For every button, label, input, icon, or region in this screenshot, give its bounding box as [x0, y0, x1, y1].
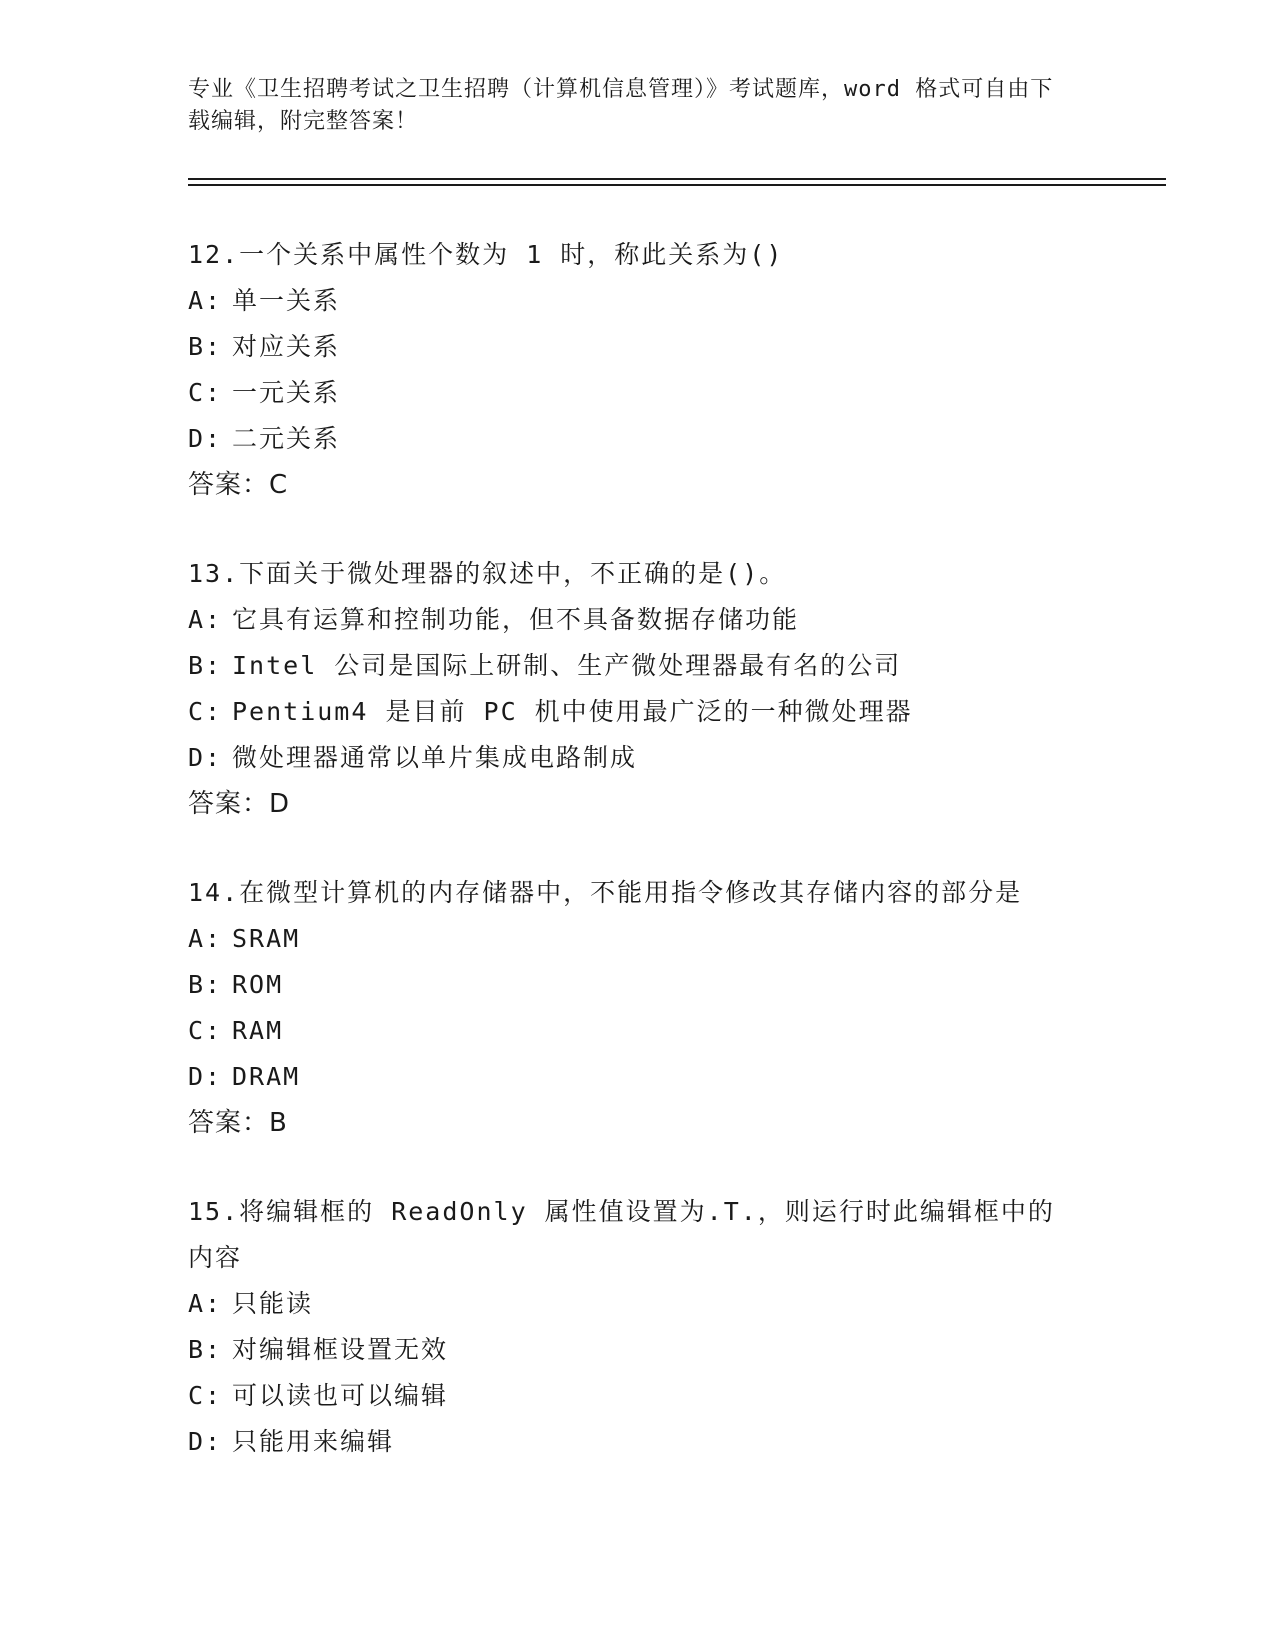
header-rule-bottom: [188, 184, 1166, 186]
option-letter: C:: [188, 378, 223, 407]
option-letter: A:: [188, 286, 223, 315]
option-d: [188, 1054, 1088, 1100]
option-text: RAM: [232, 1016, 284, 1045]
option-text: 单一关系: [232, 286, 341, 315]
question-stem: 13.下面关于微处理器的叙述中，不正确的是()。: [188, 559, 787, 588]
option-c: [188, 1008, 1088, 1054]
option-b: [188, 1327, 1068, 1373]
option-b: [188, 324, 1088, 370]
option-text: 它具有运算和控制功能，但不具备数据存储功能: [232, 605, 800, 634]
option-letter: B:: [188, 970, 223, 999]
option-letter: B:: [188, 651, 223, 680]
question-13: [188, 551, 1088, 827]
document-header: 专业《卫生招聘考试之卫生招聘（计算机信息管理）》考试题库，word 格式可自由下载编辑，附完整答案！: [188, 77, 1054, 134]
question-14: [188, 870, 1088, 1146]
option-d: [188, 416, 1088, 462]
option-letter: A:: [188, 1289, 223, 1318]
option-d: [188, 1419, 1068, 1465]
option-text: ROM: [232, 970, 284, 999]
option-a: [188, 278, 1088, 324]
option-text: 只能用来编辑: [232, 1427, 395, 1456]
option-text: SRAM: [232, 924, 301, 953]
option-c: [188, 370, 1088, 416]
option-text: 对应关系: [232, 332, 341, 361]
option-letter: A:: [188, 924, 223, 953]
option-text: 二元关系: [232, 424, 341, 453]
option-text: 对编辑框设置无效: [232, 1335, 449, 1364]
option-letter: D:: [188, 1062, 223, 1091]
question-stem: 15.将编辑框的 ReadOnly 属性值设置为.T.，则运行时此编辑框中的内容: [188, 1197, 1055, 1272]
option-letter: C:: [188, 1381, 223, 1410]
question-stem: 14.在微型计算机的内存储器中，不能用指令修改其存储内容的部分是: [188, 878, 1023, 907]
option-d: [188, 735, 1088, 781]
header-rule-top: [188, 178, 1166, 180]
option-letter: D:: [188, 743, 223, 772]
option-text: 只能读: [232, 1289, 314, 1318]
question-stem: 12.一个关系中属性个数为 1 时，称此关系为(): [188, 240, 784, 269]
answer-line: 答案：D: [188, 789, 291, 819]
answer-line: 答案：B: [188, 1108, 288, 1138]
option-b: [188, 643, 1088, 689]
option-a: [188, 916, 1088, 962]
option-a: [188, 1281, 1068, 1327]
question-15: [188, 1189, 1068, 1465]
option-c: [188, 1373, 1068, 1419]
option-letter: C:: [188, 697, 223, 726]
option-text: 微处理器通常以单片集成电路制成: [232, 743, 638, 772]
option-b: [188, 962, 1088, 1008]
option-text: Pentium4 是目前 PC 机中使用最广泛的一种微处理器: [232, 697, 913, 726]
option-text: Intel 公司是国际上研制、生产微处理器最有名的公司: [232, 651, 902, 680]
option-text: 可以读也可以编辑: [232, 1381, 449, 1410]
option-letter: B:: [188, 332, 223, 361]
option-a: [188, 597, 1088, 643]
option-c: [188, 689, 1088, 735]
option-letter: D:: [188, 424, 223, 453]
answer-line: 答案：C: [188, 470, 289, 500]
option-text: 一元关系: [232, 378, 341, 407]
option-text: DRAM: [232, 1062, 301, 1091]
question-12: [188, 232, 1088, 508]
option-letter: C:: [188, 1016, 223, 1045]
option-letter: B:: [188, 1335, 223, 1364]
option-letter: A:: [188, 605, 223, 634]
option-letter: D:: [188, 1427, 223, 1456]
